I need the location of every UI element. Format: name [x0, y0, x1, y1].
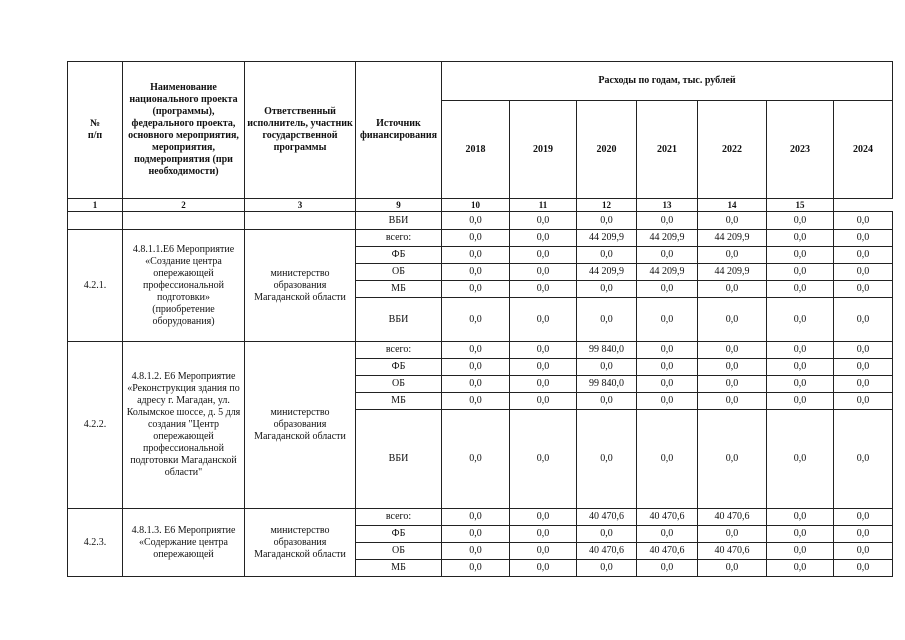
source-cell: ФБ: [356, 526, 442, 543]
value-cell: 0,0: [442, 376, 510, 393]
column-number: 2: [123, 199, 245, 212]
value-cell: 0,0: [834, 560, 893, 577]
empty-cell: [123, 212, 245, 230]
value-cell: 0,0: [577, 526, 637, 543]
header-source: Источник финансирования: [356, 62, 442, 199]
year-header: 2018: [442, 101, 510, 199]
column-number: 12: [577, 199, 637, 212]
header-executor: Ответственный исполнитель, участник государственной программы: [245, 62, 356, 199]
source-cell: МБ: [356, 560, 442, 577]
value-cell: 0,0: [698, 526, 767, 543]
value-cell: 0,0: [637, 560, 698, 577]
source-cell: ВБИ: [356, 410, 442, 509]
value-cell: 0,0: [510, 281, 577, 298]
value-cell: 0,0: [510, 230, 577, 247]
value-cell: 0,0: [442, 212, 510, 230]
value-cell: 44 209,9: [577, 230, 637, 247]
source-cell: всего:: [356, 509, 442, 526]
year-header: 2023: [767, 101, 834, 199]
column-numbers-row: [68, 199, 893, 212]
value-cell: 0,0: [767, 526, 834, 543]
value-cell: 0,0: [510, 509, 577, 526]
value-cell: 0,0: [510, 410, 577, 509]
item-code: 4.2.2.: [68, 342, 123, 509]
value-cell: 44 209,9: [577, 264, 637, 281]
value-cell: 0,0: [767, 298, 834, 342]
source-cell: МБ: [356, 281, 442, 298]
value-cell: 0,0: [637, 410, 698, 509]
value-cell: 0,0: [637, 376, 698, 393]
item-executor: министерство образования Магаданской области: [245, 342, 356, 509]
value-cell: 0,0: [510, 212, 577, 230]
value-cell: 0,0: [637, 393, 698, 410]
value-cell: 0,0: [510, 359, 577, 376]
value-cell: 40 470,6: [698, 543, 767, 560]
value-cell: 44 209,9: [637, 230, 698, 247]
value-cell: 0,0: [577, 359, 637, 376]
value-cell: 0,0: [834, 526, 893, 543]
value-cell: 0,0: [510, 247, 577, 264]
value-cell: 0,0: [510, 560, 577, 577]
value-cell: 0,0: [698, 410, 767, 509]
value-cell: 0,0: [698, 281, 767, 298]
item-name: 4.8.1.1.Е6 Мероприятие «Создание центра опережающей профессиональной подготовки» (приобретение оборудования): [123, 230, 245, 342]
value-cell: 0,0: [834, 230, 893, 247]
value-cell: 0,0: [637, 281, 698, 298]
value-cell: 0,0: [577, 560, 637, 577]
value-cell: 0,0: [442, 543, 510, 560]
source-cell: ОБ: [356, 264, 442, 281]
value-cell: 0,0: [834, 281, 893, 298]
value-cell: 0,0: [834, 376, 893, 393]
source-cell: ВБИ: [356, 298, 442, 342]
value-cell: 0,0: [767, 376, 834, 393]
header-num: № п/п: [68, 62, 123, 199]
budget-row: [68, 342, 893, 359]
value-cell: 0,0: [442, 230, 510, 247]
value-cell: 0,0: [577, 410, 637, 509]
source-cell: ОБ: [356, 543, 442, 560]
budget-row: [68, 509, 893, 526]
year-header: 2021: [637, 101, 698, 199]
item-executor: министерство образования Магаданской области: [245, 509, 356, 577]
year-header: 2019: [510, 101, 577, 199]
value-cell: 0,0: [510, 393, 577, 410]
value-cell: 0,0: [637, 526, 698, 543]
value-cell: 0,0: [442, 393, 510, 410]
value-cell: 0,0: [698, 212, 767, 230]
item-name: 4.8.1.3. Е6 Мероприятие «Содержание центра опережающей: [123, 509, 245, 577]
column-number: 15: [767, 199, 834, 212]
item-name: 4.8.1.2. Е6 Мероприятие «Реконструкция здания по адресу г. Магадан, ул. Колымское шоссе, д. 5 для создания "Центр опережающей профессиональной подготовки Магаданской области": [123, 342, 245, 509]
value-cell: 40 470,6: [637, 543, 698, 560]
item-executor: министерство образования Магаданской области: [245, 230, 356, 342]
value-cell: 0,0: [442, 264, 510, 281]
value-cell: 0,0: [510, 342, 577, 359]
value-cell: 0,0: [442, 298, 510, 342]
value-cell: 99 840,0: [577, 376, 637, 393]
source-cell: ВБИ: [356, 212, 442, 230]
value-cell: 0,0: [442, 359, 510, 376]
value-cell: 0,0: [834, 410, 893, 509]
value-cell: 0,0: [834, 543, 893, 560]
empty-cell: [68, 212, 123, 230]
value-cell: 44 209,9: [698, 264, 767, 281]
year-header: 2020: [577, 101, 637, 199]
value-cell: 0,0: [767, 281, 834, 298]
column-number: 13: [637, 199, 698, 212]
column-number: 9: [356, 199, 442, 212]
value-cell: 0,0: [698, 342, 767, 359]
value-cell: 0,0: [698, 376, 767, 393]
value-cell: 0,0: [510, 376, 577, 393]
item-code: 4.2.3.: [68, 509, 123, 577]
value-cell: 0,0: [637, 342, 698, 359]
source-cell: всего:: [356, 342, 442, 359]
value-cell: 40 470,6: [698, 509, 767, 526]
value-cell: 0,0: [510, 543, 577, 560]
value-cell: 0,0: [767, 230, 834, 247]
column-number: 10: [442, 199, 510, 212]
value-cell: 0,0: [834, 212, 893, 230]
header-expenses: Расходы по годам, тыс. рублей: [442, 62, 893, 101]
value-cell: 0,0: [767, 509, 834, 526]
value-cell: 40 470,6: [637, 509, 698, 526]
year-header: 2024: [834, 101, 893, 199]
source-cell: ФБ: [356, 359, 442, 376]
column-number: 11: [510, 199, 577, 212]
source-cell: ОБ: [356, 376, 442, 393]
value-cell: 0,0: [767, 543, 834, 560]
value-cell: 44 209,9: [698, 230, 767, 247]
budget-row: [68, 230, 893, 247]
value-cell: 0,0: [442, 342, 510, 359]
value-cell: 0,0: [767, 212, 834, 230]
value-cell: 0,0: [510, 264, 577, 281]
value-cell: 0,0: [577, 298, 637, 342]
value-cell: 0,0: [577, 212, 637, 230]
column-number: 1: [68, 199, 123, 212]
year-header: 2022: [698, 101, 767, 199]
value-cell: 0,0: [577, 393, 637, 410]
value-cell: 0,0: [767, 264, 834, 281]
value-cell: 0,0: [510, 298, 577, 342]
value-cell: 0,0: [442, 526, 510, 543]
value-cell: 40 470,6: [577, 509, 637, 526]
source-cell: ФБ: [356, 247, 442, 264]
value-cell: 0,0: [577, 247, 637, 264]
header-row-1: [68, 62, 893, 101]
value-cell: 0,0: [698, 298, 767, 342]
value-cell: 0,0: [834, 359, 893, 376]
value-cell: 44 209,9: [637, 264, 698, 281]
value-cell: 0,0: [698, 247, 767, 264]
value-cell: 0,0: [698, 393, 767, 410]
continuation-row: [68, 212, 893, 230]
value-cell: 0,0: [637, 298, 698, 342]
value-cell: 0,0: [698, 359, 767, 376]
value-cell: 0,0: [442, 509, 510, 526]
value-cell: 0,0: [637, 359, 698, 376]
header-name: Наименование национального проекта (программы), федерального проекта, основного мероприятия, мероприятия, подмероприятия (при необходимости): [123, 62, 245, 199]
value-cell: 0,0: [767, 247, 834, 264]
value-cell: 0,0: [767, 410, 834, 509]
value-cell: 0,0: [834, 264, 893, 281]
value-cell: 0,0: [834, 247, 893, 264]
value-cell: 0,0: [767, 560, 834, 577]
value-cell: 0,0: [698, 560, 767, 577]
column-number: 14: [698, 199, 767, 212]
value-cell: 0,0: [442, 560, 510, 577]
value-cell: 99 840,0: [577, 342, 637, 359]
value-cell: 0,0: [834, 298, 893, 342]
budget-table: [67, 61, 893, 577]
source-cell: МБ: [356, 393, 442, 410]
source-cell: всего:: [356, 230, 442, 247]
empty-cell: [245, 212, 356, 230]
column-number: 3: [245, 199, 356, 212]
value-cell: 0,0: [577, 281, 637, 298]
value-cell: 0,0: [637, 212, 698, 230]
item-code: 4.2.1.: [68, 230, 123, 342]
value-cell: 0,0: [834, 342, 893, 359]
value-cell: 0,0: [767, 342, 834, 359]
value-cell: 0,0: [767, 393, 834, 410]
value-cell: 40 470,6: [577, 543, 637, 560]
value-cell: 0,0: [442, 281, 510, 298]
value-cell: 0,0: [767, 359, 834, 376]
value-cell: 0,0: [442, 410, 510, 509]
value-cell: 0,0: [442, 247, 510, 264]
value-cell: 0,0: [834, 509, 893, 526]
value-cell: 0,0: [834, 393, 893, 410]
value-cell: 0,0: [510, 526, 577, 543]
value-cell: 0,0: [637, 247, 698, 264]
